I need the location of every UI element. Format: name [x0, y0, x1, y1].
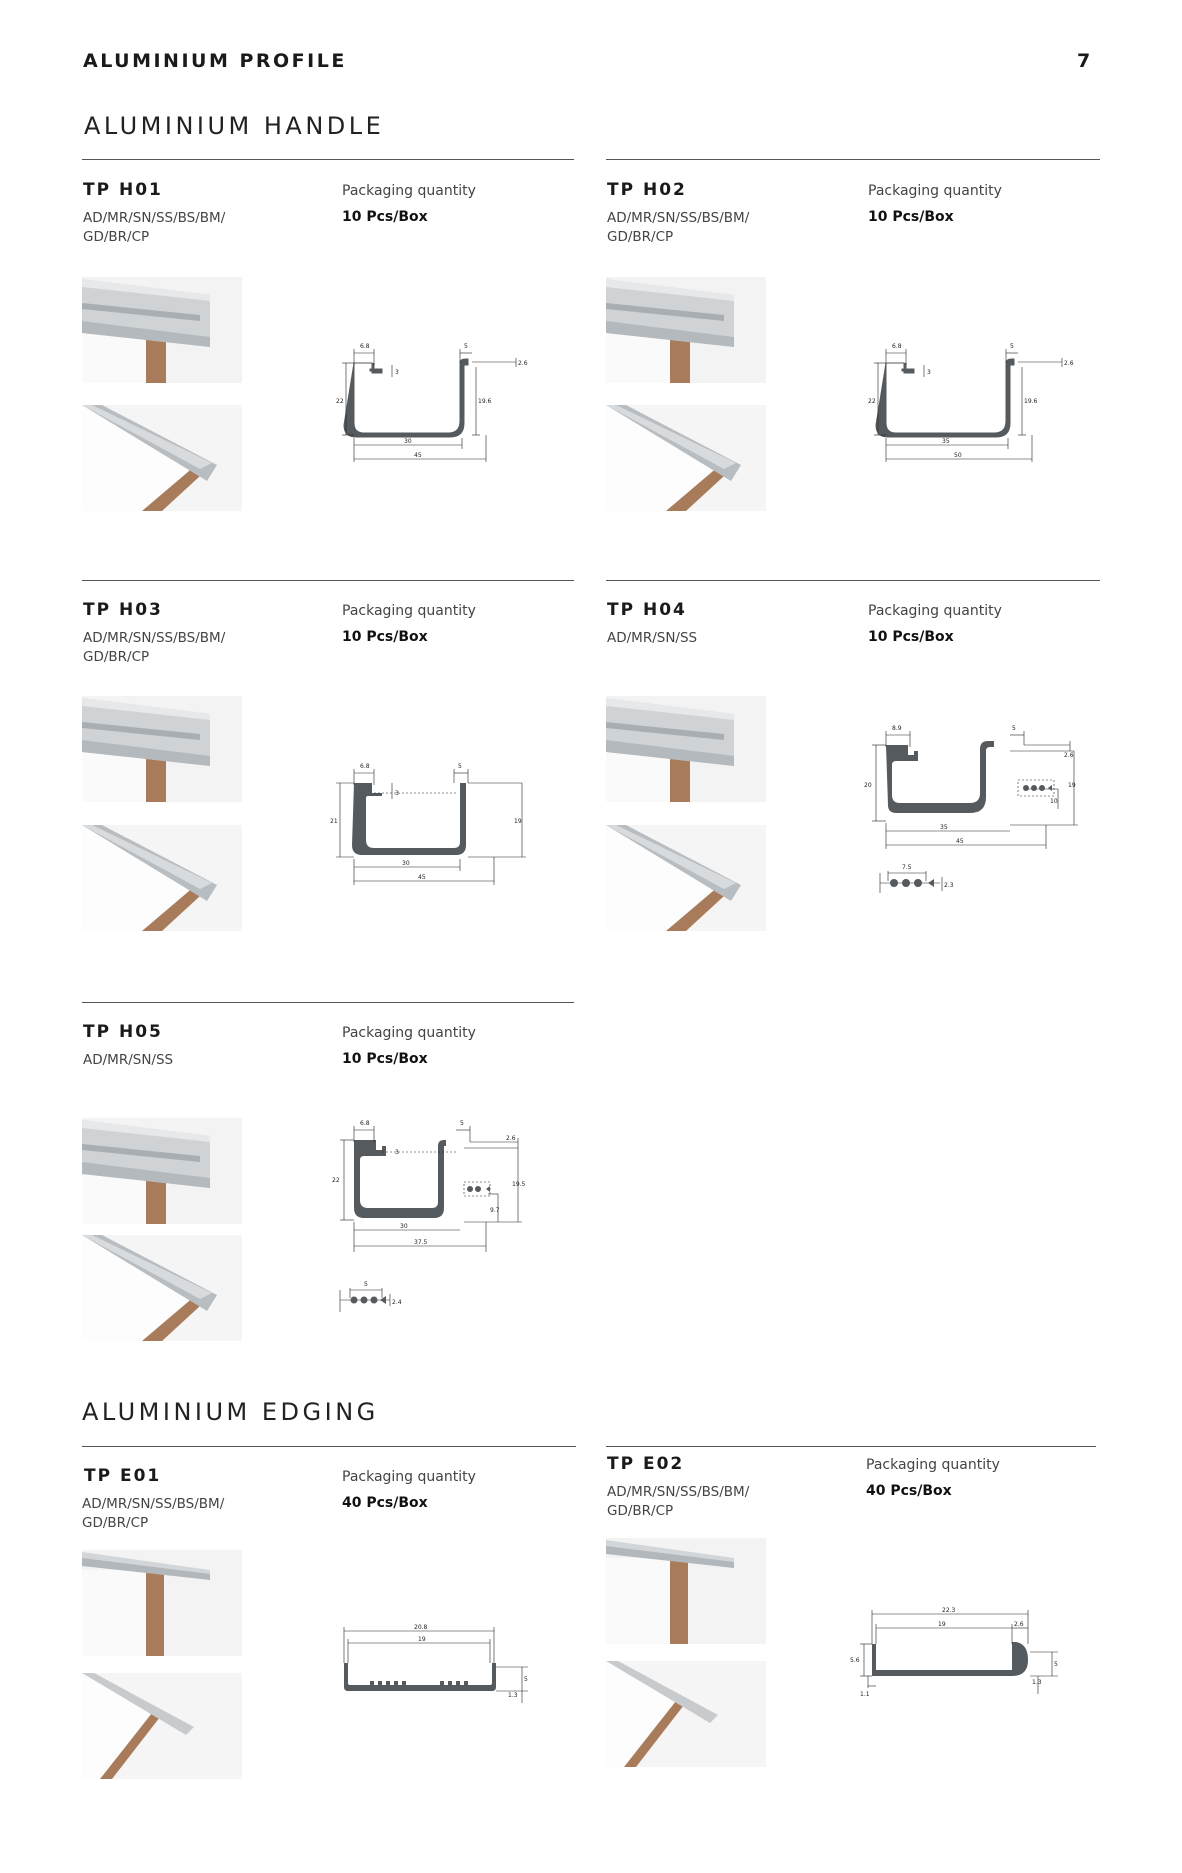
dim-label: 21: [330, 818, 338, 825]
dim-label: 5: [464, 343, 468, 350]
dim-label: 22: [868, 398, 876, 405]
packaging-label: Packaging quantity: [342, 1025, 476, 1041]
dim-label: 35: [940, 824, 948, 831]
packaging-label: Packaging quantity: [342, 603, 476, 619]
cross-section-drawing: [850, 705, 1080, 925]
divider: [82, 159, 574, 160]
packaging-label: Packaging quantity: [868, 603, 1002, 619]
dim-label: 1.1: [860, 1691, 870, 1698]
page-number: 7: [1077, 50, 1093, 72]
dim-label: 22.3: [942, 1607, 956, 1614]
product-name: TP H02: [607, 180, 687, 200]
packaging-label: Packaging quantity: [866, 1457, 1000, 1473]
product-photo-front: [82, 1118, 242, 1224]
dim-label: 50: [954, 452, 962, 459]
dim-label: 10: [1050, 798, 1058, 805]
product-name: TP E02: [607, 1454, 685, 1474]
dim-label: 22: [332, 1177, 340, 1184]
dim-label: 20.8: [414, 1624, 428, 1631]
dim-label: 2.6: [1064, 360, 1074, 367]
section-title-handle: ALUMINIUM HANDLE: [84, 112, 385, 140]
product-photo-angle: [82, 825, 242, 931]
packaging-value: 10 Pcs/Box: [868, 629, 954, 645]
cross-section-drawing: [850, 325, 1080, 475]
product-photo-front: [82, 277, 242, 383]
cross-section-drawing: [318, 1100, 538, 1340]
dim-label: 5: [460, 1120, 464, 1127]
divider: [606, 159, 1100, 160]
dim-label: 7.5: [902, 864, 912, 871]
product-photo-front: [82, 1550, 242, 1656]
product-name: TP H04: [607, 600, 687, 620]
dim-label: 19: [418, 1636, 426, 1643]
packaging-value: 40 Pcs/Box: [342, 1495, 428, 1511]
product-photo-angle: [606, 825, 766, 931]
dim-label: 2.4: [392, 1299, 402, 1306]
dim-label: 19: [1068, 782, 1076, 789]
product-photo-angle: [606, 405, 766, 511]
dim-label: 5: [1054, 1661, 1058, 1668]
dim-label: 6.8: [892, 343, 902, 350]
dim-label: 19.6: [478, 398, 492, 405]
dim-label: 2.6: [518, 360, 528, 367]
product-name: TP H05: [83, 1022, 163, 1042]
product-finishes: AD/MR/SN/SS/BS/BM/ GD/BR/CP: [607, 210, 750, 245]
dim-label: 30: [402, 860, 410, 867]
packaging-value: 10 Pcs/Box: [342, 209, 428, 225]
packaging-label: Packaging quantity: [342, 183, 476, 199]
dim-label: 30: [404, 438, 412, 445]
cross-section-drawing: [838, 1590, 1068, 1700]
product-photo-angle: [606, 1661, 766, 1767]
section-title-edging: ALUMINIUM EDGING: [82, 1398, 379, 1426]
product-name: TP H01: [83, 180, 163, 200]
product-photo-front: [606, 1538, 766, 1644]
product-photo-front: [82, 696, 242, 802]
product-finishes: AD/MR/SN/SS/BS/BM/ GD/BR/CP: [607, 1484, 750, 1519]
dim-label: 37.5: [414, 1239, 428, 1246]
product-photo-angle: [82, 1235, 242, 1341]
product-photo-front: [606, 277, 766, 383]
dim-label: 19.6: [1024, 398, 1038, 405]
dim-label: 5: [1012, 725, 1016, 732]
product-finishes: AD/MR/SN/SS/BS/BM/ GD/BR/CP: [82, 1496, 225, 1531]
dim-label: 5: [458, 763, 462, 770]
cross-section-drawing: [330, 1605, 540, 1705]
dim-label: 3: [395, 1149, 399, 1156]
product-finishes: AD/MR/SN/SS: [607, 630, 698, 646]
dim-label: 19: [514, 818, 522, 825]
cross-section-drawing: [318, 745, 538, 895]
dim-label: 5.6: [850, 1657, 860, 1664]
divider: [606, 580, 1100, 581]
dim-label: 30: [400, 1223, 408, 1230]
product-name: TP E01: [84, 1466, 162, 1486]
dim-label: 8.9: [892, 725, 902, 732]
dim-label: 45: [418, 874, 426, 881]
product-finishes: AD/MR/SN/SS/BS/BM/ GD/BR/CP: [83, 210, 226, 245]
divider: [606, 1446, 1096, 1447]
divider: [82, 1002, 574, 1003]
dim-label: 5: [524, 1676, 528, 1683]
dim-label: 2.6: [1064, 752, 1074, 759]
divider: [82, 1446, 576, 1447]
cross-section-drawing: [318, 325, 538, 475]
dim-label: 19: [938, 1621, 946, 1628]
packaging-label: Packaging quantity: [868, 183, 1002, 199]
packaging-value: 10 Pcs/Box: [342, 629, 428, 645]
divider: [82, 580, 574, 581]
packaging-value: 10 Pcs/Box: [868, 209, 954, 225]
product-finishes: AD/MR/SN/SS/BS/BM/ GD/BR/CP: [83, 630, 226, 665]
dim-label: 2.6: [506, 1135, 516, 1142]
product-photo-front: [606, 696, 766, 802]
dim-label: 6.8: [360, 1120, 370, 1127]
dim-label: 6.8: [360, 343, 370, 350]
product-photo-angle: [82, 1673, 242, 1779]
dim-label: 6.8: [360, 763, 370, 770]
dim-label: 2.6: [1014, 1621, 1024, 1628]
dim-label: 3: [927, 369, 931, 376]
dim-label: 3: [395, 790, 399, 797]
dim-label: 1.3: [1032, 1679, 1042, 1686]
dim-label: 9.7: [490, 1207, 500, 1214]
packaging-value: 10 Pcs/Box: [342, 1051, 428, 1067]
dim-label: 3: [395, 369, 399, 376]
dim-label: 5: [1010, 343, 1014, 350]
product-name: TP H03: [83, 600, 163, 620]
dim-label: 45: [956, 838, 964, 845]
dim-label: 5: [364, 1281, 368, 1288]
dim-label: 19.5: [512, 1181, 526, 1188]
dim-label: 22: [336, 398, 344, 405]
packaging-label: Packaging quantity: [342, 1469, 476, 1485]
dim-label: 35: [942, 438, 950, 445]
document-title: ALUMINIUM PROFILE: [83, 50, 347, 72]
dim-label: 2.3: [944, 882, 954, 889]
dim-label: 1.3: [508, 1692, 518, 1699]
packaging-value: 40 Pcs/Box: [866, 1483, 952, 1499]
product-finishes: AD/MR/SN/SS: [83, 1052, 174, 1068]
dim-label: 45: [414, 452, 422, 459]
dim-label: 20: [864, 782, 872, 789]
product-photo-angle: [82, 405, 242, 511]
